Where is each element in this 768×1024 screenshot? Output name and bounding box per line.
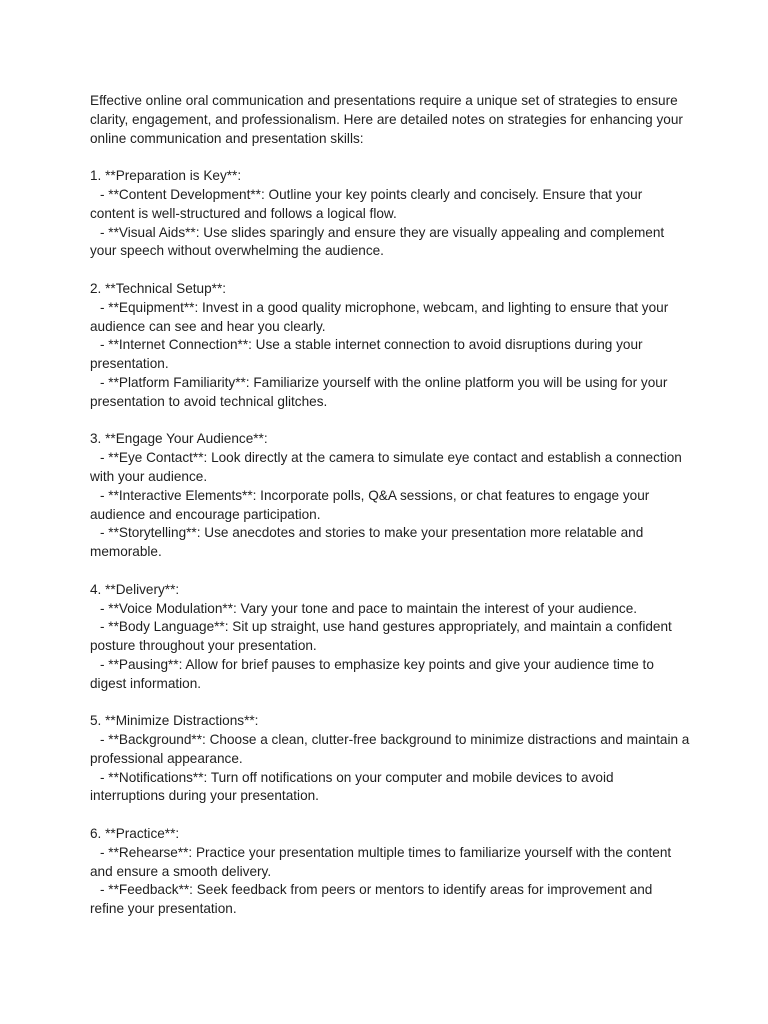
list-item: - **Eye Contact**: Look directly at the camera to simulate eye contact and establish a connection with your audience.: [90, 450, 682, 484]
section-heading: 4. **Delivery**:: [90, 581, 180, 597]
section-minimize-distractions: [90, 712, 690, 806]
section-heading: 3. **Engage Your Audience**:: [90, 431, 268, 447]
section-technical-setup: [90, 280, 690, 412]
intro-paragraph: Effective online oral communication and presentations require a unique set of strategies to ensure clarity, engagement, and professionalism. Here are detailed notes on strategies for enhancing your online communication and presentation skills:: [90, 93, 683, 146]
spacer: [90, 562, 690, 581]
section-preparation: [90, 167, 690, 261]
section-heading: 6. **Practice**:: [90, 826, 180, 842]
list-item: - **Visual Aids**: Use slides sparingly and ensure they are visually appealing and complement your speech without overwhelming the audience.: [90, 224, 665, 259]
section-practice: [90, 825, 690, 919]
spacer: [90, 148, 690, 167]
list-item: - **Internet Connection**: Use a stable internet connection to avoid disruptions during your presentation.: [90, 337, 643, 372]
list-item: - **Notifications**: Turn off notifications on your computer and mobile devices to avoid interruptions during your presentation.: [90, 769, 614, 804]
document-body: [90, 92, 690, 919]
list-item: - **Pausing**: Allow for brief pauses to emphasize key points and give your audience time to digest information.: [90, 656, 654, 691]
spacer: [90, 412, 690, 431]
list-item: - **Background**: Choose a clean, clutter-free background to minimize distractions and maintain a professional appearance.: [90, 732, 690, 766]
section-heading: 5. **Minimize Distractions**:: [90, 713, 259, 729]
list-item: - **Feedback**: Seek feedback from peers or mentors to identify areas for improvement and refine your presentation.: [90, 882, 653, 917]
spacer: [90, 261, 690, 280]
spacer: [90, 694, 690, 713]
section-heading: 2. **Technical Setup**:: [90, 280, 227, 296]
list-item: - **Platform Familiarity**: Familiarize yourself with the online platform you will be using for your presentation to avoid technical glitches.: [90, 374, 668, 409]
list-item: - **Equipment**: Invest in a good quality microphone, webcam, and lighting to ensure that your audience can see and hear you clearly.: [90, 299, 669, 334]
section-engage-audience: [90, 430, 690, 562]
list-item: - **Voice Modulation**: Vary your tone and pace to maintain the interest of your audience.: [100, 600, 638, 616]
list-item: - **Body Language**: Sit up straight, use hand gestures appropriately, and maintain a confident posture throughout your presentation.: [90, 619, 672, 654]
section-heading: 1. **Preparation is Key**:: [90, 168, 242, 184]
list-item: - **Interactive Elements**: Incorporate polls, Q&A sessions, or chat features to engage your audience and encourage participation.: [90, 487, 650, 522]
section-delivery: [90, 581, 690, 694]
spacer: [90, 806, 690, 825]
list-item: - **Rehearse**: Practice your presentation multiple times to familiarize yourself with the content and ensure a smooth delivery.: [90, 844, 672, 879]
list-item: - **Content Development**: Outline your key points clearly and concisely. Ensure that your content is well-structured and follows a logical flow.: [90, 186, 643, 221]
list-item: - **Storytelling**: Use anecdotes and stories to make your presentation more relatable and memorable.: [90, 525, 644, 560]
